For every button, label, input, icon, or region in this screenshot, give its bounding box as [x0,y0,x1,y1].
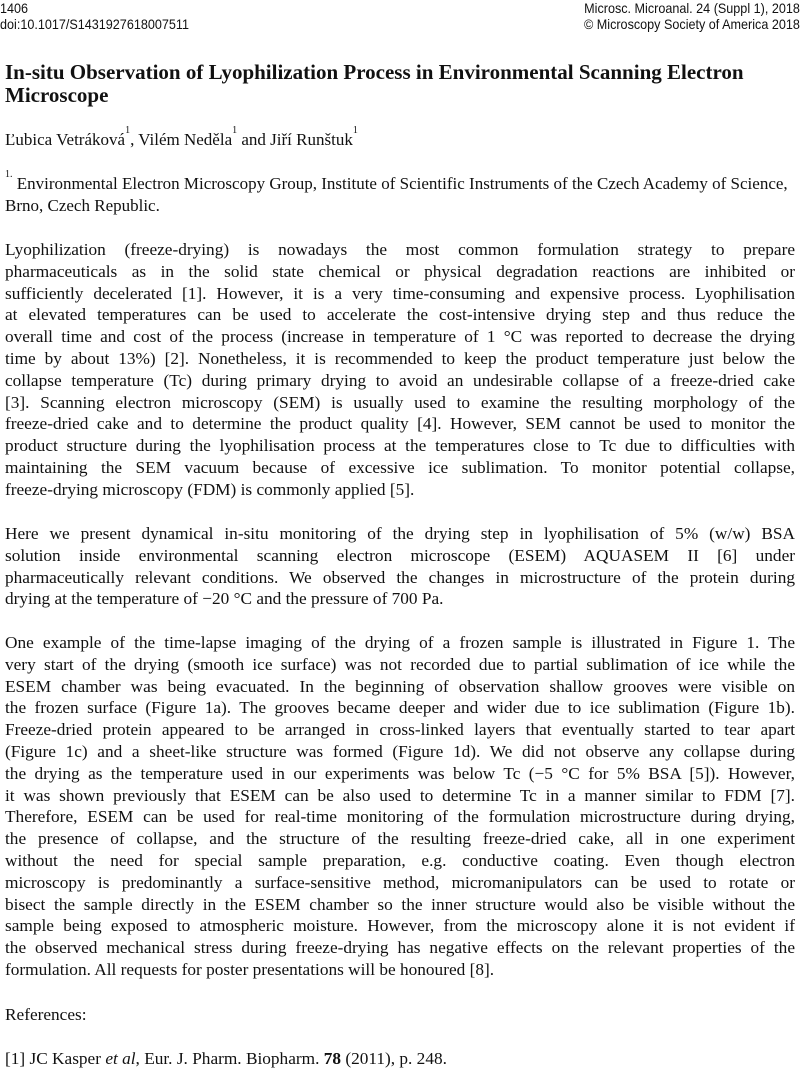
text-line: pharmaceuticals as in the solid state chemical or physical degradation reactions are inhibited or [5,261,795,281]
text-line: microscopy is predominantly a surface-sensitive method, micromanipulators can be used to rotate or [5,872,795,892]
author-separator: and [237,130,271,149]
text-line: freeze-dried cake and to determine the product quality [4]. However, SEM cannot be used to monitor the [5,414,795,434]
reference-italic: et al [105,1049,136,1068]
author-affiliation-mark: 1 [232,125,238,136]
text-line: time by about 13%) [2]. Nonetheless, it is recommended to keep the product temperature just below the [5,348,795,368]
text-line: (Figure 1c) and a sheet-like structure was formed (Figure 1d). We did not observe any collapse during [5,741,795,761]
paragraph-3 [5,632,795,981]
text-line: freeze-drying microscopy (FDM) is commonly applied [5]. [5,479,415,499]
text-line: product structure during the lyophilisation process at the temperatures close to Tc due to difficulties with [5,436,795,456]
reference-item [5,1048,447,1069]
text-line: drying at the temperature of −20 °C and the pressure of 700 Pa. [5,589,444,609]
text-line: pharmaceutically relevant conditions. We observed the changes in microstructure of the protein during [5,567,795,587]
text-line: formulation. All requests for poster presentations will be honoured [8]. [5,959,495,979]
reference-text: (2011), p. 248. [341,1049,447,1068]
journal-citation: Microsc. Microanal. 24 (Suppl 1), 2018 [584,0,800,16]
affiliation-text: Environmental Electron Microscopy Group, Institute of Scientific Instruments of the Czech Academy of Science, Brno, Czech Republic. [5,174,788,215]
reference-text: [1] JC Kasper [5,1049,106,1068]
author-name: Vilém Neděla [138,130,233,149]
reference-volume: 78 [323,1049,341,1068]
text-line: Therefore, ESEM can be used for real-time monitoring of the formulation microstructure during drying, [5,807,795,827]
reference-text: , Eur. J. Pharm. Biopharm. [135,1049,324,1068]
doi[interactable]: doi:10.1017/S1431927618007511 [0,16,189,32]
text-line: the presence of collapse, and the structure of the resulting freeze-dried cake, all in one experiment [5,829,795,849]
text-line: sample being exposed to atmospheric moisture. However, from the microscopy alone it is not evident if [5,916,795,936]
paper-title: In-situ Observation of Lyophilization Process in Environmental Scanning Electron Microscope [5,60,744,107]
text-line: Lyophilization (freeze-drying) is nowadays the most common formulation strategy to prepare [5,240,795,259]
text-line: the drying as the temperature used in our experiments was below Tc (−5 °C for 5% BSA [5]). However, [5,763,795,783]
references-heading: References: [5,1005,87,1024]
affiliation-mark: 1. [5,169,13,180]
header-left [0,0,189,32]
text-line: ESEM chamber was being evacuated. In the beginning of observation shallow grooves were visible on [5,676,795,696]
text-line: sufficiently decelerated [1]. However, it is a very time-consuming and expensive process. Lyophilisation [5,283,795,303]
author-name: Ľubica Vetráková [5,130,126,149]
header-right [584,0,800,32]
text-line: solution inside environmental scanning electron microscope (ESEM) AQUASEM II [6] under [5,545,795,565]
text-line: the frozen surface (Figure 1a). The grooves became deeper and wider due to ice sublimation (Figure 1b). [5,698,795,718]
text-line: very start of the drying (smooth ice surface) was not recorded due to partial sublimation of ice while the [5,654,795,674]
authors [5,125,358,151]
copyright: © Microscopy Society of America 2018 [584,16,800,32]
text-line: it was shown previously that ESEM can be also used to determine Tc in a manner similar to FDM [7]. [5,785,795,805]
text-line: the observed mechanical stress during freeze-drying has negative effects on the relevant properties of the [5,938,795,958]
text-line: bisect the sample directly in the ESEM chamber so the inner structure would also be visible without the [5,894,795,914]
text-line: overall time and cost of the process (increase in temperature of 1 °C was reported to decrease the drying [5,327,795,347]
text-line: Here we present dynamical in-situ monitoring of the drying step in lyophilisation of 5% (w/w) BSA [5,524,795,543]
text-line: Freeze-dried protein appeared to be arranged in cross-linked layers that eventually started to tear apart [5,720,795,740]
author-name: Jiří Runštuk [270,130,353,149]
author-affiliation-mark: 1 [125,125,131,136]
text-line: without the need for special sample preparation, e.g. conductive coating. Even though electron [5,850,795,870]
page-number: 1406 [0,0,29,16]
text-line: at elevated temperatures can be used to accelerate the cost-intensive drying step and thus reduce the [5,305,795,325]
paragraph-2 [5,523,795,610]
paragraph-1 [5,239,795,501]
text-line: maintaining the SEM vacuum because of excessive ice sublimation. To monitor potential collapse, [5,457,795,477]
text-line: One example of the time-lapse imaging of the drying of a frozen sample is illustrated in Figure 1. The [5,633,795,652]
author-separator: , [130,130,139,149]
text-line: collapse temperature (Tc) during primary drying to avoid an undesirable collapse of a freeze-dried cake [5,370,795,390]
author-affiliation-mark: 1 [352,125,358,136]
affiliation [5,169,795,216]
text-line: [3]. Scanning electron microscopy (SEM) is usually used to examine the resulting morphology of the [5,392,795,412]
